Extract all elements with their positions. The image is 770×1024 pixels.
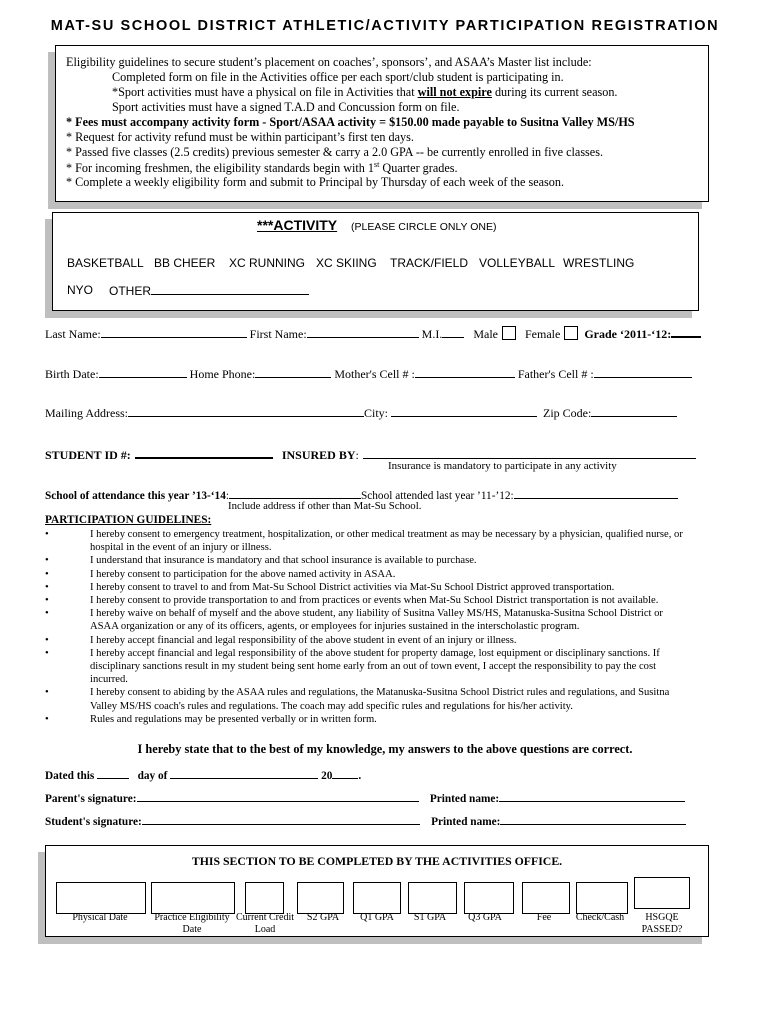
guideline-item: • I hereby waive on behalf of myself and the above student, any liability of Susitna Valley MS/HS, Matanuska-Susitna School District or ASAA organization or any of its officers, agents, or employees for injuries sustained in the interscholastic program.: [45, 608, 663, 633]
address-row: [45, 405, 735, 421]
father-cell-label: Father's Cell # :: [517, 367, 594, 381]
parent-signature-row: [45, 790, 685, 805]
father-cell-field[interactable]: [594, 366, 692, 378]
city-field[interactable]: [391, 405, 537, 417]
parent-printed-name-field[interactable]: [499, 790, 685, 802]
first-name-field[interactable]: [307, 326, 419, 338]
s1-gpa-label: S1 GPA: [413, 912, 447, 923]
school-last-year-field[interactable]: [514, 487, 678, 499]
guidelines-list: [45, 528, 735, 726]
parent-printed-name-label: Printed name:: [429, 793, 500, 805]
student-id-label: STUDENT ID #:: [45, 448, 131, 462]
guideline-item: • I hereby consent to emergency treatment, hospitalization, or other medical treatment as may be necessary by a physician, qualified nurse, or hospital in the event of an injury or illness.: [45, 529, 683, 554]
guidelines-heading: PARTICIPATION GUIDELINES:: [45, 514, 212, 526]
q1-gpa-box[interactable]: [353, 882, 401, 914]
activity-xc-skiing[interactable]: XC SKIING: [316, 256, 377, 270]
s1-gpa-box[interactable]: [408, 882, 457, 914]
eligibility-weekly: * Complete a weekly eligibility form and submit to Principal by Thursday of each week of the season.: [66, 175, 564, 189]
year-prefix: 20: [321, 770, 333, 782]
include-address-note: Include address if other than Mat-Su School.: [228, 500, 422, 512]
physical-date-box[interactable]: [56, 882, 146, 914]
activity-note: (PLEASE CIRCLE ONLY ONE): [351, 221, 497, 233]
last-name-label: Last Name:: [45, 327, 101, 341]
birth-date-label: Birth Date:: [45, 367, 99, 381]
physical-date-label: Physical Date: [72, 912, 128, 923]
activity-nyo[interactable]: NYO: [67, 283, 94, 297]
home-phone-label: Home Phone:: [189, 367, 256, 381]
school-this-year-field[interactable]: [229, 487, 361, 499]
grade-label: Grade ‘2011-‘12:: [584, 327, 672, 341]
current-credit-load-box[interactable]: [245, 882, 284, 914]
current-credit-load-label: Current Credit Load: [235, 912, 295, 935]
guideline-item: • I hereby consent to participation for the above named activity in ASAA.: [45, 568, 396, 580]
office-heading: THIS SECTION TO BE COMPLETED BY THE ACTIVITIES OFFICE.: [191, 854, 563, 868]
q1-gpa-label: Q1 GPA: [360, 912, 394, 923]
activity-track-field[interactable]: TRACK/FIELD: [390, 256, 469, 270]
student-id-field[interactable]: [135, 446, 273, 459]
eligibility-intro: Eligibility guidelines to secure student’s placement on coaches’, sponsors’, and ASAA’s Master list include:: [66, 55, 592, 69]
parent-signature-label: Parent's signature:: [45, 793, 137, 805]
last-name-field[interactable]: [101, 326, 247, 338]
eligibility-fees: * Fees must accompany activity form - Sport/ASAA activity = $150.00 made payable to Susitna Valley MS/HS: [66, 115, 635, 129]
activity-xc-running[interactable]: XC RUNNING: [229, 256, 306, 270]
practice-eligibility-date-box[interactable]: [151, 882, 235, 914]
insurance-note: Insurance is mandatory to participate in any activity: [388, 460, 617, 472]
student-id-row: STUDENT ID #: INSURED BY:: [45, 446, 735, 463]
city-label: City:: [364, 406, 389, 420]
eligibility-freshmen: * For incoming freshmen, the eligibility standards begin with 1st Quarter grades.: [66, 160, 458, 176]
eligibility-box: [55, 45, 709, 202]
day-of-field[interactable]: [170, 767, 318, 779]
eligibility-passed: * Passed five classes (2.5 credits) previous semester & carry a 2.0 GPA -- be currently enrolled in five classes.: [66, 145, 603, 159]
mother-cell-field[interactable]: [415, 366, 515, 378]
male-label: Male: [473, 327, 498, 341]
s2-gpa-box[interactable]: [297, 882, 344, 914]
student-signature-field[interactable]: [142, 813, 420, 825]
q3-gpa-box[interactable]: [464, 882, 514, 914]
guideline-item: • I hereby consent to abiding by the ASAA rules and regulations, the Matanuska-Susitna School District rules and regulations, and Susitna Valley MS/HS coach's rules and regulations. The coach may add specific rules and regulations for his/her activity.: [45, 687, 670, 712]
insured-by-label: INSURED BY: [281, 448, 356, 462]
mailing-address-label: Mailing Address:: [45, 406, 128, 420]
student-signature-label: Student's signature:: [45, 816, 142, 828]
eligibility-refund: * Request for activity refund must be within participant’s first ten days.: [66, 130, 414, 144]
insured-by-field[interactable]: [363, 447, 696, 459]
fee-box[interactable]: [522, 882, 570, 914]
school-this-year-label: School of attendance this year ’13-‘14: [45, 490, 226, 502]
practice-eligibility-date-label: Practice Eligibility Date: [154, 912, 230, 935]
dated-this-field[interactable]: [97, 767, 129, 779]
page-title: MAT-SU SCHOOL DISTRICT ATHLETIC/ACTIVITY PARTICIPATION REGISTRATION: [50, 18, 720, 34]
activity-bb-cheer[interactable]: BB CHEER: [154, 256, 216, 270]
s2-gpa-label: S2 GPA: [306, 912, 340, 923]
day-of-label: day of: [137, 770, 168, 782]
q3-gpa-label: Q3 GPA: [468, 912, 502, 923]
school-last-year-label: School attended last year ’11-’12:: [360, 490, 514, 502]
guideline-item: • I hereby consent to travel to and from Mat-Su School District activities via Mat-Su School District approved transportation.: [45, 581, 615, 593]
eligibility-item-tad: Sport activities must have a signed T.A.D and Concussion form on file.: [112, 100, 460, 114]
check-cash-box[interactable]: [576, 882, 628, 914]
activity-wrestling[interactable]: WRESTLING: [563, 256, 635, 270]
hsgqe-passed-box[interactable]: [634, 877, 690, 909]
guideline-item: • I hereby accept financial and legal responsibility of the above student for property damage, lost equipment or disciplinary sanctions. If disciplinary sanctions result in my student being sent home early from an out of town event, I accept the responsibility to pay the cost incurred.: [45, 647, 660, 686]
fee-label: Fee: [536, 912, 552, 923]
mother-cell-label: Mother's Cell # :: [334, 367, 415, 381]
activity-other[interactable]: OTHER: [109, 283, 309, 298]
student-printed-name-field[interactable]: [500, 813, 686, 825]
grade-field[interactable]: [671, 325, 701, 338]
female-checkbox[interactable]: [564, 326, 578, 340]
guideline-item: • I hereby consent to provide transportation to and from practices or events when Mat-Su School District transportation is not available.: [45, 595, 659, 607]
activity-basketball[interactable]: BASKETBALL: [67, 256, 144, 270]
dated-row: Dated this day of 20 .: [45, 767, 361, 782]
school-row: School of attendance this year ’13-‘14: School attended last year ’11-’12:: [45, 487, 735, 502]
guideline-item: • I understand that insurance is mandatory and that school insurance is available to purchase.: [45, 555, 477, 567]
first-name-label: First Name:: [249, 327, 307, 341]
parent-signature-field[interactable]: [137, 790, 419, 802]
hsgqe-passed-label: HSGQE PASSED?: [641, 912, 683, 935]
home-phone-field[interactable]: [255, 366, 331, 378]
eligibility-item-form: Completed form on file in the Activities office per each sport/club student is participating in.: [112, 70, 564, 84]
guideline-item: • I hereby accept financial and legal responsibility of the above student in event of an injury or illness.: [45, 634, 517, 646]
activities-office-box: [45, 845, 709, 937]
activity-box: [52, 212, 699, 311]
female-label: Female: [524, 327, 561, 341]
mi-label: M.I.: [421, 327, 443, 341]
student-signature-row: [45, 813, 686, 828]
mi-field[interactable]: [442, 326, 464, 338]
guideline-item: • Rules and regulations may be presented verbally or in written form.: [45, 713, 377, 725]
birth-phone-row: [45, 366, 735, 382]
zip-label: Zip Code:: [543, 406, 592, 420]
eligibility-item-physical: *Sport activities must have a physical on file in Activities that will not expire during its current season.: [112, 85, 618, 99]
activity-volleyball[interactable]: VOLLEYBALL: [479, 256, 556, 270]
dated-this-label: Dated this: [45, 770, 95, 782]
birth-date-field[interactable]: [99, 366, 187, 378]
activity-heading: ***ACTIVITY: [257, 217, 338, 233]
check-cash-label: Check/Cash: [575, 912, 625, 923]
zip-field[interactable]: [591, 405, 677, 417]
statement: I hereby state that to the best of my knowledge, my answers to the above questions are correct.: [137, 742, 633, 756]
year-field[interactable]: [332, 767, 358, 779]
name-row: [45, 325, 735, 342]
mailing-address-field[interactable]: [128, 405, 364, 417]
student-printed-name-label: Printed name:: [431, 816, 501, 828]
male-checkbox[interactable]: [502, 326, 516, 340]
